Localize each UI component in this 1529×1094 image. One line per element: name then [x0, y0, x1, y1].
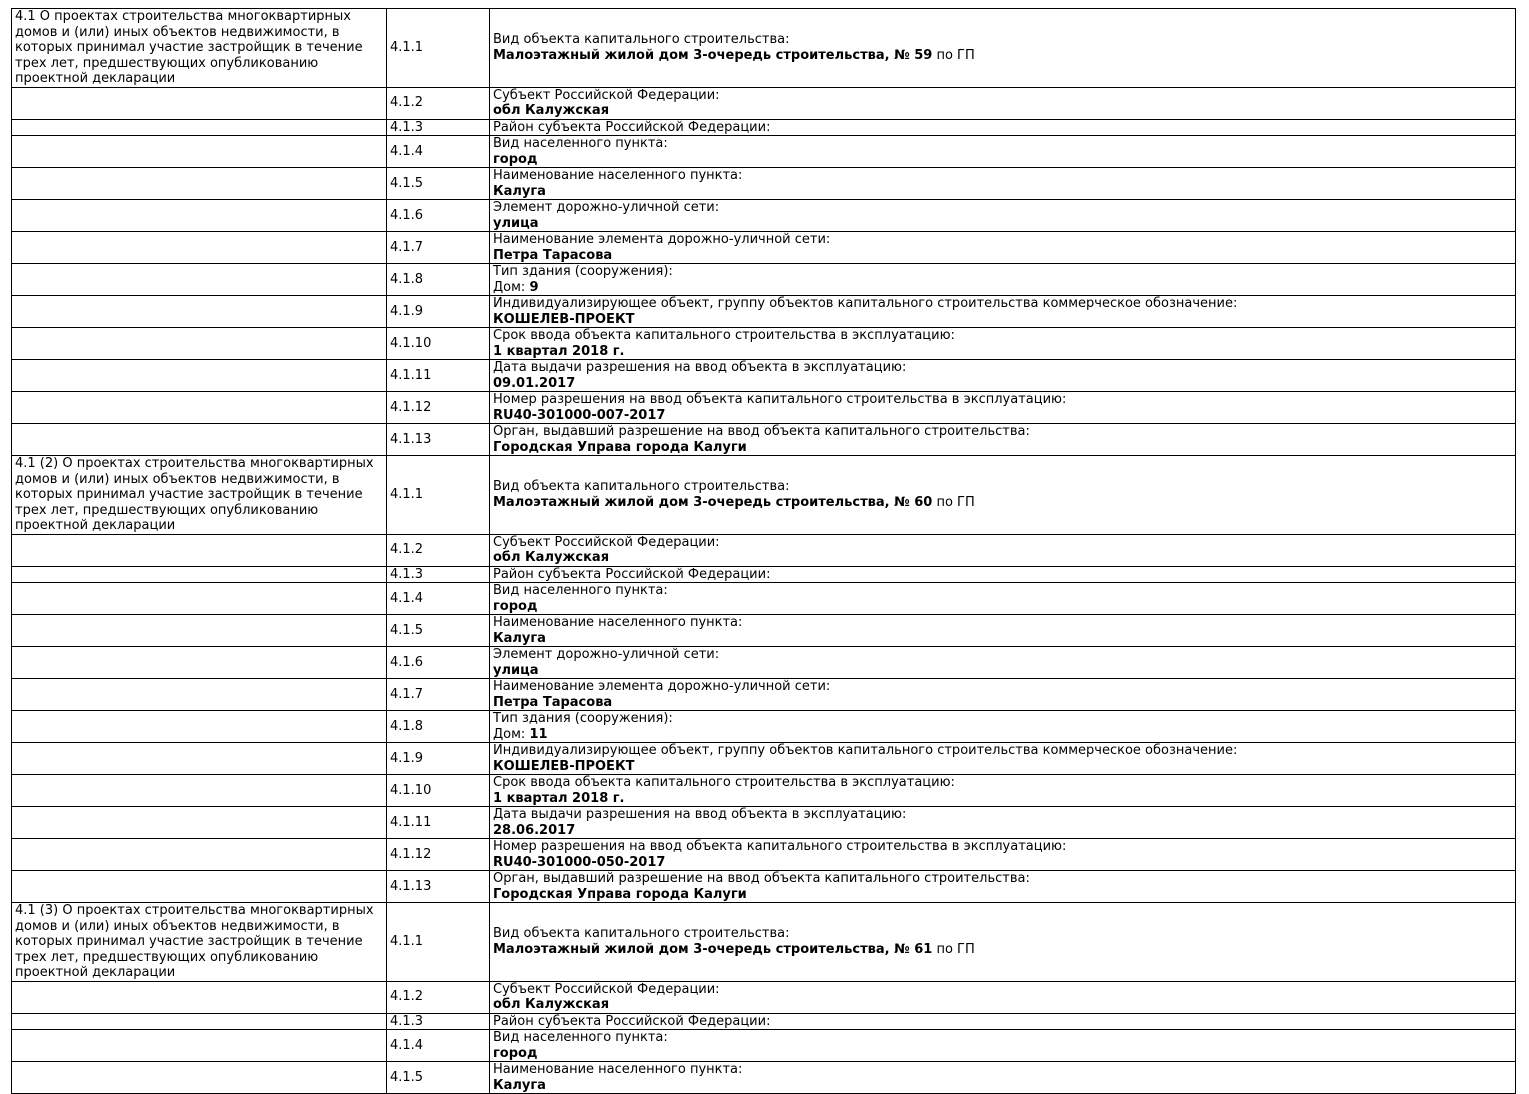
field-value-line — [493, 344, 1512, 360]
field-value: Малоэтажный жилой дом 3-очередь строительства, № 60 — [493, 494, 933, 510]
row-content-cell — [490, 328, 1516, 360]
empty-description-cell — [12, 1062, 387, 1094]
field-label: Орган, выдавший разрешение на ввод объекта капитального строительства: — [493, 424, 1030, 439]
row-number-cell: 4.1.6 — [387, 200, 490, 232]
field-label: Элемент дорожно-уличной сети: — [493, 200, 720, 215]
row-content-cell — [490, 119, 1516, 136]
table-row — [12, 136, 1516, 168]
field-label: Наименование элемента дорожно-уличной сети: — [493, 679, 831, 694]
empty-description-cell — [12, 87, 387, 119]
empty-description-cell — [12, 296, 387, 328]
field-value-line — [493, 376, 1512, 392]
field-label: Дата выдачи разрешения на ввод объекта в эксплуатацию: — [493, 360, 907, 375]
row-content-cell — [490, 871, 1516, 903]
table-row — [12, 871, 1516, 903]
field-value: КОШЕЛЕВ-ПРОЕКТ — [493, 311, 635, 327]
field-value: Малоэтажный жилой дом 3-очередь строительства, № 61 — [493, 941, 933, 957]
table-row — [12, 1013, 1516, 1030]
empty-description-cell — [12, 583, 387, 615]
field-value: город — [493, 598, 538, 614]
table-row — [12, 839, 1516, 871]
row-content-cell — [490, 168, 1516, 200]
empty-description-cell — [12, 200, 387, 232]
row-number-cell: 4.1.13 — [387, 871, 490, 903]
field-value-suffix: по ГП — [932, 494, 975, 510]
row-content-cell — [490, 424, 1516, 456]
empty-description-cell — [12, 232, 387, 264]
empty-description-cell — [12, 534, 387, 566]
row-content-cell — [490, 534, 1516, 566]
field-label: Субъект Российской Федерации: — [493, 534, 720, 550]
table-row — [12, 119, 1516, 136]
field-value-suffix: по ГП — [932, 941, 975, 957]
row-number-cell: 4.1.4 — [387, 1030, 490, 1062]
row-number-cell: 4.1.4 — [387, 136, 490, 168]
field-value: обл Калужская — [493, 103, 610, 118]
field-value: RU40-301000-007-2017 — [493, 407, 666, 423]
field-value: 11 — [529, 726, 548, 742]
empty-description-cell — [12, 1013, 387, 1030]
table-row — [12, 232, 1516, 264]
field-label: Район субъекта Российской Федерации: — [493, 119, 771, 135]
row-content-cell — [490, 775, 1516, 807]
field-value-line — [493, 408, 1512, 424]
row-number-cell: 4.1.10 — [387, 775, 490, 807]
field-value-line — [493, 631, 1512, 647]
empty-description-cell — [12, 775, 387, 807]
declaration-table-body — [12, 9, 1516, 1094]
field-value: обл Калужская — [493, 997, 610, 1012]
field-label: Вид населенного пункта: — [493, 583, 668, 598]
field-value: Городская Управа города Калуги — [493, 886, 747, 902]
field-label: Наименование населенного пункта: — [493, 168, 743, 183]
project-declaration-table — [11, 8, 1516, 1094]
row-content-cell — [490, 296, 1516, 328]
table-row — [12, 168, 1516, 200]
field-label: Вид объекта капитального строительства: — [493, 479, 790, 495]
field-value: КОШЕЛЕВ-ПРОЕКТ — [493, 758, 635, 774]
empty-description-cell — [12, 566, 387, 583]
field-value-line — [493, 495, 1512, 511]
row-number-cell: 4.1.1 — [387, 903, 490, 982]
row-content-cell — [490, 839, 1516, 871]
table-row — [12, 1062, 1516, 1094]
field-label: Наименование населенного пункта: — [493, 1062, 743, 1077]
field-value: город — [493, 151, 538, 167]
row-number-cell: 4.1.2 — [387, 534, 490, 566]
field-label: Элемент дорожно-уличной сети: — [493, 647, 720, 662]
table-row — [12, 743, 1516, 775]
field-value: Малоэтажный жилой дом 3-очередь строительства, № 59 — [493, 47, 933, 63]
table-row — [12, 200, 1516, 232]
table-row — [12, 424, 1516, 456]
field-value: Калуга — [493, 630, 546, 646]
field-label: Срок ввода объекта капитального строительства в эксплуатацию: — [493, 328, 955, 343]
empty-description-cell — [12, 168, 387, 200]
table-row — [12, 534, 1516, 566]
field-value-line — [493, 152, 1512, 168]
field-value-line — [493, 48, 1512, 64]
row-content-cell — [490, 583, 1516, 615]
row-number-cell: 4.1.5 — [387, 615, 490, 647]
row-content-cell — [490, 9, 1516, 88]
field-value: улица — [493, 662, 539, 678]
field-label: Субъект Российской Федерации: — [493, 87, 720, 103]
row-content-cell — [490, 392, 1516, 424]
row-content-cell — [490, 679, 1516, 711]
row-number-cell: 4.1.11 — [387, 807, 490, 839]
empty-description-cell — [12, 871, 387, 903]
field-label: Тип здания (сооружения): — [493, 264, 673, 279]
row-content-cell — [490, 615, 1516, 647]
field-value-line — [493, 440, 1512, 456]
field-label: Тип здания (сооружения): — [493, 711, 673, 726]
row-number-cell: 4.1.8 — [387, 264, 490, 296]
table-row — [12, 615, 1516, 647]
empty-description-cell — [12, 647, 387, 679]
field-value-line — [493, 550, 1512, 566]
empty-description-cell — [12, 679, 387, 711]
field-value: обл Калужская — [493, 550, 610, 565]
field-value: город — [493, 1045, 538, 1061]
row-content-cell — [490, 136, 1516, 168]
row-content-cell — [490, 566, 1516, 583]
field-label: Индивидуализирующее объект, группу объектов капитального строительства коммерческое обозначение: — [493, 743, 1238, 758]
row-number-cell: 4.1.3 — [387, 119, 490, 136]
field-value-line — [493, 997, 1512, 1013]
field-value-line — [493, 855, 1512, 871]
section-description-cell: 4.1 (2) О проектах строительства многоквартирных домов и (или) иных объектов недвижимости, в которых принимал участие застройщик в течение трех лет, предшествующих опубликованию проектной декларации — [12, 456, 387, 535]
row-content-cell — [490, 711, 1516, 743]
empty-description-cell — [12, 807, 387, 839]
table-row — [12, 981, 1516, 1013]
table-row — [12, 775, 1516, 807]
field-value-line — [493, 103, 1512, 119]
field-label: Наименование элемента дорожно-уличной сети: — [493, 232, 831, 247]
row-number-cell: 4.1.12 — [387, 839, 490, 871]
empty-description-cell — [12, 743, 387, 775]
field-label: Орган, выдавший разрешение на ввод объекта капитального строительства: — [493, 871, 1030, 886]
row-content-cell — [490, 200, 1516, 232]
row-number-cell: 4.1.10 — [387, 328, 490, 360]
field-value: Петра Тарасова — [493, 694, 613, 710]
field-value-line — [493, 942, 1512, 958]
row-number-cell: 4.1.3 — [387, 1013, 490, 1030]
table-row — [12, 328, 1516, 360]
empty-description-cell — [12, 839, 387, 871]
field-value: RU40-301000-050-2017 — [493, 854, 666, 870]
empty-description-cell — [12, 136, 387, 168]
row-number-cell: 4.1.2 — [387, 981, 490, 1013]
field-value-line — [493, 727, 1512, 743]
row-content-cell — [490, 807, 1516, 839]
field-label: Срок ввода объекта капитального строительства в эксплуатацию: — [493, 775, 955, 790]
field-label: Индивидуализирующее объект, группу объектов капитального строительства коммерческое обозначение: — [493, 296, 1238, 311]
empty-description-cell — [12, 1030, 387, 1062]
row-number-cell: 4.1.1 — [387, 9, 490, 88]
row-content-cell — [490, 87, 1516, 119]
field-value: Городская Управа города Калуги — [493, 439, 747, 455]
field-value: Калуга — [493, 183, 546, 199]
field-value-line — [493, 1078, 1512, 1094]
row-number-cell: 4.1.6 — [387, 647, 490, 679]
table-row — [12, 711, 1516, 743]
field-value: Калуга — [493, 1077, 546, 1093]
row-number-cell: 4.1.5 — [387, 1062, 490, 1094]
field-value: 9 — [529, 279, 539, 295]
empty-description-cell — [12, 360, 387, 392]
empty-description-cell — [12, 264, 387, 296]
table-row — [12, 1030, 1516, 1062]
field-value-line — [493, 887, 1512, 903]
empty-description-cell — [12, 424, 387, 456]
row-content-cell — [490, 1062, 1516, 1094]
field-value-line — [493, 184, 1512, 200]
row-content-cell — [490, 903, 1516, 982]
table-row — [12, 903, 1516, 982]
field-value-line — [493, 280, 1512, 296]
row-number-cell: 4.1.5 — [387, 168, 490, 200]
row-number-cell: 4.1.7 — [387, 232, 490, 264]
row-number-cell: 4.1.12 — [387, 392, 490, 424]
field-value-line — [493, 312, 1512, 328]
field-label: Вид населенного пункта: — [493, 136, 668, 151]
row-number-cell: 4.1.1 — [387, 456, 490, 535]
field-label: Вид объекта капитального строительства: — [493, 926, 790, 942]
empty-description-cell — [12, 711, 387, 743]
field-label: Вид населенного пункта: — [493, 1030, 668, 1045]
field-value-line — [493, 791, 1512, 807]
field-value-line — [493, 759, 1512, 775]
row-number-cell: 4.1.8 — [387, 711, 490, 743]
field-value-prefix: Дом: — [493, 726, 530, 742]
row-number-cell: 4.1.7 — [387, 679, 490, 711]
field-value-prefix: Дом: — [493, 279, 530, 295]
field-label: Номер разрешения на ввод объекта капитального строительства в эксплуатацию: — [493, 392, 1067, 407]
field-value: 1 квартал 2018 г. — [493, 343, 625, 359]
row-content-cell — [490, 1030, 1516, 1062]
section-description-cell: 4.1 (3) О проектах строительства многоквартирных домов и (или) иных объектов недвижимости, в которых принимал участие застройщик в течение трех лет, предшествующих опубликованию проектной декларации — [12, 903, 387, 982]
row-content-cell — [490, 456, 1516, 535]
field-value-line — [493, 599, 1512, 615]
empty-description-cell — [12, 328, 387, 360]
section-description-cell: 4.1 О проектах строительства многоквартирных домов и (или) иных объектов недвижимости, в которых принимал участие застройщик в течение трех лет, предшествующих опубликованию проектной декларации — [12, 9, 387, 88]
field-label: Субъект Российской Федерации: — [493, 981, 720, 997]
field-label: Район субъекта Российской Федерации: — [493, 566, 771, 582]
row-number-cell: 4.1.9 — [387, 743, 490, 775]
row-content-cell — [490, 264, 1516, 296]
row-number-cell: 4.1.2 — [387, 87, 490, 119]
field-value: 28.06.2017 — [493, 822, 576, 838]
field-value-line — [493, 1046, 1512, 1062]
field-value-line — [493, 823, 1512, 839]
field-label: Наименование населенного пункта: — [493, 615, 743, 630]
row-number-cell: 4.1.3 — [387, 566, 490, 583]
table-row — [12, 264, 1516, 296]
row-number-cell: 4.1.4 — [387, 583, 490, 615]
table-row — [12, 583, 1516, 615]
row-number-cell: 4.1.9 — [387, 296, 490, 328]
table-row — [12, 392, 1516, 424]
field-label: Номер разрешения на ввод объекта капитального строительства в эксплуатацию: — [493, 839, 1067, 854]
table-row — [12, 9, 1516, 88]
row-content-cell — [490, 647, 1516, 679]
row-content-cell — [490, 743, 1516, 775]
empty-description-cell — [12, 392, 387, 424]
field-value-line — [493, 216, 1512, 232]
row-content-cell — [490, 1013, 1516, 1030]
table-row — [12, 807, 1516, 839]
table-row — [12, 566, 1516, 583]
field-value-suffix: по ГП — [932, 47, 975, 63]
table-row — [12, 679, 1516, 711]
row-content-cell — [490, 232, 1516, 264]
empty-description-cell — [12, 981, 387, 1013]
field-label: Вид объекта капитального строительства: — [493, 32, 790, 48]
table-row — [12, 647, 1516, 679]
field-value-line — [493, 663, 1512, 679]
row-number-cell: 4.1.13 — [387, 424, 490, 456]
field-label: Район субъекта Российской Федерации: — [493, 1013, 771, 1029]
field-value-line — [493, 248, 1512, 264]
field-value: улица — [493, 215, 539, 231]
empty-description-cell — [12, 615, 387, 647]
row-number-cell: 4.1.11 — [387, 360, 490, 392]
row-content-cell — [490, 981, 1516, 1013]
table-row — [12, 87, 1516, 119]
field-label: Дата выдачи разрешения на ввод объекта в эксплуатацию: — [493, 807, 907, 822]
field-value: Петра Тарасова — [493, 247, 613, 263]
table-row — [12, 296, 1516, 328]
row-content-cell — [490, 360, 1516, 392]
empty-description-cell — [12, 119, 387, 136]
field-value-line — [493, 695, 1512, 711]
table-row — [12, 456, 1516, 535]
table-row — [12, 360, 1516, 392]
field-value: 09.01.2017 — [493, 375, 576, 391]
field-value: 1 квартал 2018 г. — [493, 790, 625, 806]
